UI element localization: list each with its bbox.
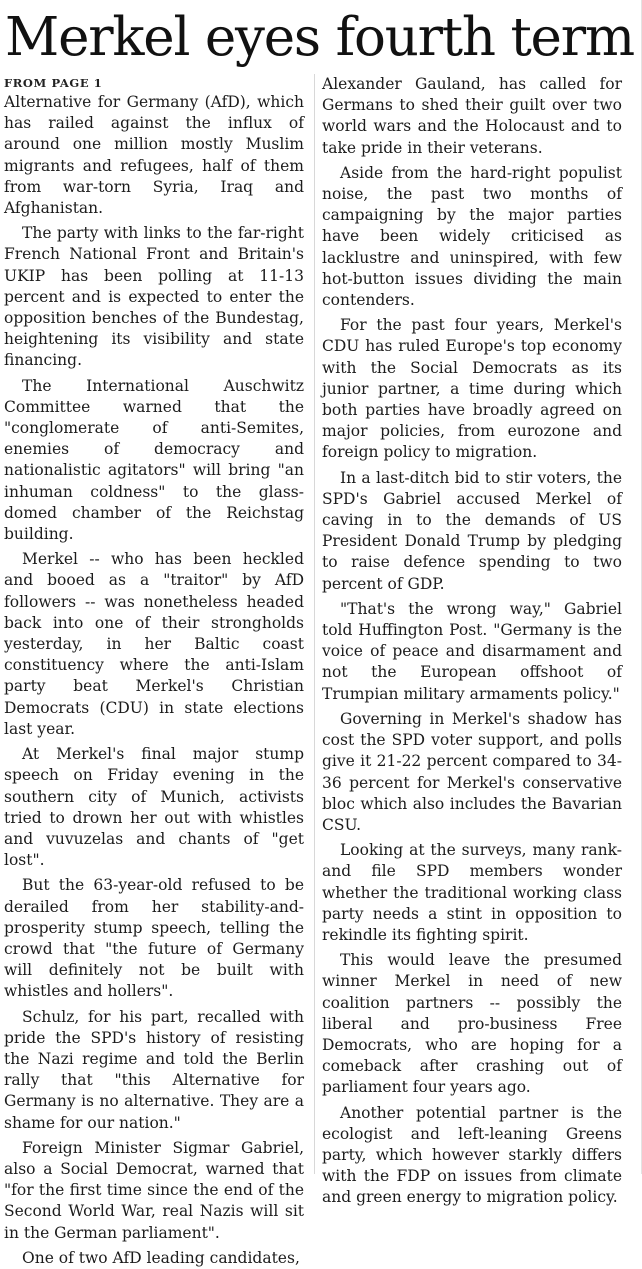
paragraph: Alexander Gauland, has called for Germans to shed their guilt over two world wars and the Holocaust and to take pride in their veterans. [322, 75, 622, 157]
paragraph: Governing in Merkel's shadow has cost the SPD voter support, and polls give it 21-22 percent compared to 34-36 percent for Merkel's conservative bloc which also includes the Bavarian CSU. [322, 709, 622, 834]
paragraph: Aside from the hard-right populist noise, the past two months of campaigning by the major parties have been widely criticised as lacklustre and uninspired, with few hot-button issues dividing the main contenders. [322, 163, 622, 310]
paragraph: Alternative for Germany (AfD), which has railed against the influx of around one million mostly Muslim migrants and refugees, half of them from war-torn Syria, Iraq and Afghanistan. [4, 93, 304, 218]
jump-label: FROM PAGE 1 [4, 76, 103, 90]
paragraph: One of two AfD leading candidates, [22, 1248, 300, 1267]
article-body [4, 74, 625, 1267]
paragraph: Schulz, for his part, recalled with pride the SPD's history of resisting the Nazi regime and told the Berlin rally that "this Alternative for Germany is no alternative. They are a shame for our nation." [4, 1007, 304, 1132]
paragraph: "That's the wrong way," Gabriel told Huffington Post. "Germany is the voice of peace and disarmament and not the European offshoot of Trumpian military armaments policy." [322, 599, 622, 703]
left-column [4, 74, 304, 1267]
paragraph: But the 63-year-old refused to be derailed from her stability-and-prosperity stump speech, telling the crowd that "the future of Germany will definitely not be built with whistles and hollers". [4, 876, 304, 1001]
paragraph: The party with links to the far-right French National Front and Britain's UKIP has been polling at 11-13 percent and is expected to enter the opposition benches of the Bundestag, heightening its visibility and state financing. [4, 224, 304, 370]
paragraph: Another potential partner is the ecologist and left-leaning Greens party, which however starkly differs with the FDP on issues from climate and green energy to migration policy. [322, 1103, 622, 1207]
paragraph: At Merkel's final major stump speech on Friday evening in the southern city of Munich, activists tried to drown her out with whistles and vuvuzelas and chants of "get lost". [4, 745, 304, 870]
paragraph: This would leave the presumed winner Merkel in need of new coalition partners -- possibly the liberal and pro-business Free Democrats, who are hoping for a comeback after crashing out of parliament four years ago. [322, 951, 622, 1097]
right-column [322, 74, 622, 1207]
headline: Merkel eyes fourth term [5, 7, 634, 68]
paragraph: In a last-ditch bid to stir voters, the SPD's Gabriel accused Merkel of caving in to the demands of US President Donald Trump by pledging to raise defence spending to two percent of GDP. [322, 468, 622, 593]
paragraph: The International Auschwitz Committee warned that the "conglomerate of anti-Semites, enemies of democracy and nationalistic agitators" will bring "an inhuman coldness" to the glass-domed chamber of the Reichstag building. [4, 376, 304, 544]
paragraph: Foreign Minister Sigmar Gabriel, also a Social Democrat, warned that "for the first time since the end of the Second World War, real Nazis will sit in the German parliament". [4, 1138, 304, 1242]
paragraph: For the past four years, Merkel's CDU has ruled Europe's top economy with the Social Democrats as its junior partner, a time during which both parties have broadly agreed on major policies, from eurozone and foreign policy to migration. [322, 316, 622, 462]
paragraph: Merkel -- who has been heckled and booed as a "traitor" by AfD followers -- was nonetheless headed back into one of their strongholds yesterday, in her Baltic coast constituency where the anti-Islam party beat Merkel's Christian Democrats (CDU) in state elections last year. [4, 550, 304, 738]
paragraph: Looking at the surveys, many rank-and file SPD members wonder whether the traditional working class party needs a stint in opposition to rekindle its fighting spirit. [322, 841, 622, 944]
column-divider [314, 74, 315, 1174]
